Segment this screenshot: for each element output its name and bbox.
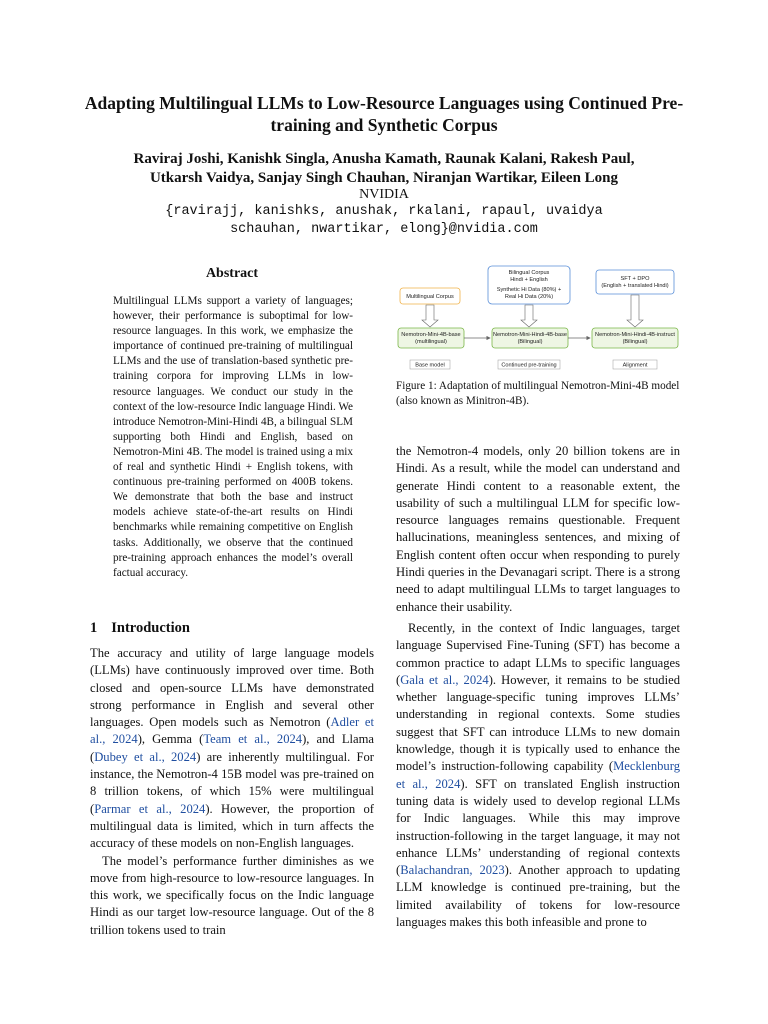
corpus-label: Multilingual Corpus <box>406 294 454 300</box>
svg-text:(multilingual): (multilingual) <box>415 339 447 345</box>
svg-text:Nemotron-Mini-Hindi-4B-instruc: Nemotron-Mini-Hindi-4B-instruct <box>595 332 675 338</box>
intro-paragraph-2: The model’s performance further diminishes as we move from high-resource to low-resource languages. In this work, we specifically focus on the Indic language Hindi as our target low-resource language. Out of the 8 trillion tokens used to train <box>90 853 374 937</box>
section-title: Introduction <box>111 620 190 636</box>
abstract-heading: Abstract <box>205 266 259 281</box>
figure-1-diagram <box>396 262 680 374</box>
emails-line-1: {ravirajj, kanishks, anushak, rkalani, rapaul, uvaidya <box>165 204 603 219</box>
svg-text:Nemotron-Mini-4B-base: Nemotron-Mini-4B-base <box>401 332 461 338</box>
svg-text:Bilingual Corpus: Bilingual Corpus <box>508 270 550 276</box>
left-column-text <box>90 645 374 939</box>
citation-link[interactable]: Dubey et al., 2024 <box>94 749 197 764</box>
citation-link[interactable]: Mecklenburg et al., 2024 <box>396 759 680 791</box>
svg-text:(English + translated Hindi): (English + translated Hindi) <box>601 283 669 289</box>
citation-link[interactable]: Team et al., 2024 <box>203 732 303 747</box>
section-heading-introduction <box>90 620 190 637</box>
emails-line-2: schauhan, nwartikar, elong}@nvidia.com <box>230 222 538 237</box>
svg-text:Synthetic Hi Data (80%) +: Synthetic Hi Data (80%) + <box>496 287 562 293</box>
intro-paragraph-1: The accuracy and utility of large language models (LLMs) have continuously improved over time. Both closed and open-source LLMs have demonstrated strong performance in English and several other languages. Open models such as Nemotron (Adler et al., 2024), Gemma (Team et al., 2024), and Llama (Dubey et al., 2024) are inherently multilingual. For instance, the Nemotron-4 15B model was pre-trained on 8 trillion tokens, of which 15% were multilingual (Parmar et al., 2024). However, the proportion of multilingual data is limited, which in turn affects the accuracy of these models on non-English languages. <box>90 646 374 851</box>
svg-text:Base model: Base model <box>415 362 445 369</box>
figure-caption: Figure 1: Adaptation of multilingual Nemotron-Mini-4B model (also known as Minitron-4B). <box>396 380 680 407</box>
hindi-base-model-box <box>492 328 568 348</box>
svg-text:Continued pre-training: Continued pre-training <box>501 362 557 369</box>
author-list <box>60 150 708 188</box>
citation-link[interactable]: Parmar et al., 2024 <box>94 801 206 816</box>
citation-link[interactable]: Balachandran, 2023 <box>400 863 505 878</box>
down-arrow-icon <box>521 305 537 327</box>
base-model-box <box>398 328 464 348</box>
citation-link[interactable]: Adler et al., 2024 <box>90 715 374 747</box>
svg-text:SFT + DPO: SFT + DPO <box>620 276 650 282</box>
down-arrow-icon <box>627 295 643 327</box>
affiliation: NVIDIA <box>359 187 409 202</box>
svg-text:(Bilingual): (Bilingual) <box>622 339 648 345</box>
right-column-text <box>396 443 680 931</box>
sft-dpo-box <box>596 270 674 294</box>
svg-text:(Bilingual): (Bilingual) <box>517 339 543 345</box>
authors-line-1: Raviraj Joshi, Kanishk Singla, Anusha Kamath, Raunak Kalani, Rakesh Paul, <box>133 151 635 167</box>
svg-text:Hindi + English: Hindi + English <box>510 277 548 283</box>
paper-title: Adapting Multilingual LLMs to Low-Resource Languages using Continued Pre-training and Synthetic Corpus <box>84 93 684 135</box>
intro-paragraph-3: the Nemotron-4 models, only 20 billion tokens are in Hindi. As a result, while the model can understand and generate Hindi content to a reasonable extent, the usability of such a multilingual LLM for specific low-resource languages remains questionable. Frequent hallucinations, meaningless sentences, and mixing of English content often occur when responding to purely Hindi queries in the Devanagari script. There is a strong need to adapt multilingual LLMs to target languages to enhance their usability. <box>396 444 680 614</box>
svg-text:Real Hi Data (20%): Real Hi Data (20%) <box>504 294 554 300</box>
author-emails <box>60 203 708 239</box>
section-number: 1 <box>90 620 98 636</box>
svg-text:Alignment: Alignment <box>622 362 648 369</box>
down-arrow-icon <box>422 305 438 327</box>
svg-text:Nemotron-Mini-Hindi-4B-base: Nemotron-Mini-Hindi-4B-base <box>493 332 567 338</box>
intro-paragraph-4: Recently, in the context of Indic languages, target language Supervised Fine-Tuning (SFT) has become a common practice to adapt LLMs to specific languages (Gala et al., 2024). However, it remains to be studied whether language-specific tuning improves LLMs’ understanding in regional contexts. Some studies suggest that SFT can introduce LLMs to new domain knowledge, though it is typically used to enhance the model’s instruction-following capability (Mecklenburg et al., 2024). SFT on translated English instruction tuning data is widely used to develop regional LLMs for Indic languages. While this may improve instruction-following in the target language, it may not enhance LLMs’ understanding of regional contexts (Balachandran, 2023). Another approach to updating LLM knowledge is continued pre-training, but the limited availability of tokens for low-resource languages makes this both infeasible and prone to <box>396 620 681 930</box>
abstract-body: Multilingual LLMs support a variety of languages; however, their performance is suboptimal for low-resource languages. In this work, we emphasize the importance of continued pre-training of multilingual LLMs and the use of translation-based synthetic pre-training corpora for improving LLMs in low-resource languages. We conduct our study in the context of the low-resource Indic language Hindi. We introduce Nemotron-Mini-Hindi 4B, a bilingual SLM supporting both Hindi and English, based on Nemotron-Mini 4B. The model is trained using a mix of real and synthetic Hindi + English tokens, with continuous pre-training performed on 400B tokens. We demonstrate that both the base and instruct models achieve state-of-the-art results on Hindi benchmarks while remaining competitive on English tasks. Additionally, we observe that the continued pre-training approach enhances the model’s overall factual accuracy. <box>113 295 353 579</box>
hindi-instruct-model-box <box>592 328 678 348</box>
citation-link[interactable]: Gala et al., 2024 <box>400 672 489 687</box>
authors-line-2: Utkarsh Vaidya, Sanjay Singh Chauhan, Niranjan Wartikar, Eileen Long <box>149 170 619 186</box>
